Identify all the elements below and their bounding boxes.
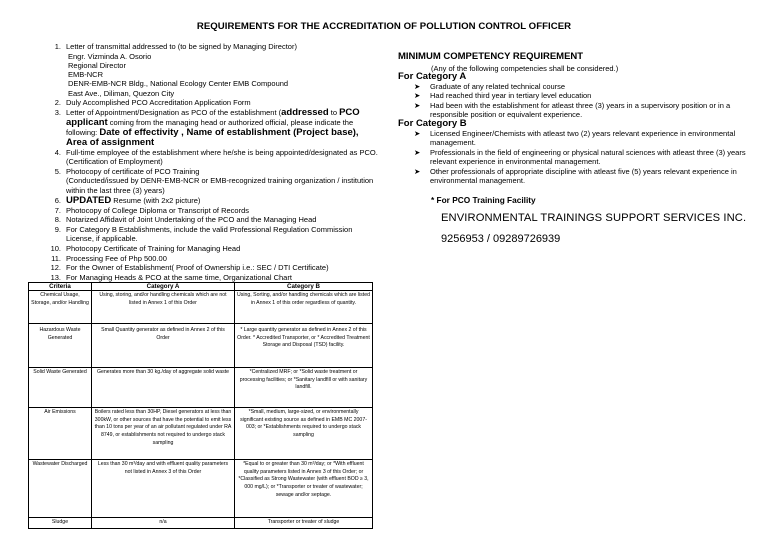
arrow-bullet-icon: ➤	[414, 100, 421, 110]
category-a-heading: For Category A	[398, 71, 467, 82]
table-header-row	[29, 283, 373, 291]
criteria-cell: Sludge	[29, 518, 92, 529]
category-a-cell: Less than 30 m³/day and with effluent quality parameters not listed in Annex 3 of this Order	[92, 460, 235, 518]
competency-title: MINIMUM COMPETENCY REQUIREMENT	[398, 51, 584, 62]
category-b-heading: For Category B	[398, 118, 467, 129]
arrow-bullet-icon: ➤	[414, 91, 421, 101]
column-header: Category A	[92, 283, 235, 291]
requirement-item: 13. For Managing Heads & PCO at the same time, Organizational Chart	[50, 272, 292, 282]
column-header: Category B	[235, 283, 373, 291]
category-a-cell: Small Quantity generator as defined in Annex 2 of this Order	[92, 324, 235, 368]
list-item: ➤ Had been with the establishment for atleast three (3) years in a supervisory position or in a responsible position or equivalent experience.	[414, 100, 731, 120]
requirement-item: 11. Processing Fee of Php 500.00	[51, 253, 167, 263]
category-b-cell: *Equal to or greater than 30 m³/day; or *With effluent quality parameters listed in Annex 3 of this Order; or *Classified as Strong Wastewater (with effluent BOD ≥ 3, 000 mg/L); or *Transporter or treater of wastewater; sewage and/or septage.	[235, 460, 373, 518]
contact-numbers: 9256953 / 09289726939	[441, 233, 561, 245]
requirement-item: 1. Letter of transmittal addressed to (to be signed by Managing Director) Engr. Vizminda A. Osorio Regional Director EMB-NCR DENR-EMB-NCR Bldg., National Ecology Center EMB Compound East Ave., Diliman, Quezon City	[39, 42, 379, 98]
criteria-cell: Hazardous Waste Generated	[29, 324, 92, 368]
requirement-item: 5. Photocopy of certificate of PCO Training (Conducted/issued by DENR-EMB-NCR or EMB-recognized training organization / institution within the last three (3) years)	[54, 166, 374, 196]
category-a-list	[414, 82, 759, 120]
category-b-cell: *Centralized MRF; or *Solid waste treatment or processing facilities; or *Sanitary landfill or with sanitary landfill.	[235, 368, 373, 408]
list-item: ➤ Licensed Engineer/Chemists with atleast two (2) years relevant experience in environmental management.	[414, 129, 736, 148]
category-a-cell: n/a	[92, 518, 235, 529]
arrow-bullet-icon: ➤	[414, 166, 421, 176]
table-row	[29, 408, 373, 460]
requirement-item: 4. Full-time employee of the establishment where he/she is being appointed/designated as PCO. (Certification of Employment)	[54, 147, 378, 167]
training-organization: ENVIRONMENTAL TRAININGS SUPPORT SERVICES INC.	[441, 212, 747, 224]
category-a-cell: Using, storing, and/or handling chemicals which are not listed in Annex 1 of this Order	[92, 291, 235, 324]
requirement-item: 8. Notarized Affidavit of Joint Undertaking of the PCO and the Managing Head	[54, 215, 317, 225]
column-header: Criteria	[29, 283, 92, 291]
category-a-cell: Boilers rated less than 30HP, Diesel generators at less than 300kW, or other sources that have the potential to emit less than 10 tons per year of an air pollutant regulated under RA 8749, or establishments not required to undergo stack sampling	[92, 408, 235, 460]
addressee-block: Engr. Vizminda A. Osorio Regional Director EMB-NCR DENR-EMB-NCR Bldg., National Ecology Center EMB Compound East Ave., Diliman, Quezon City	[68, 51, 289, 98]
table-row	[29, 368, 373, 408]
category-b-cell: Transporter or treater of sludge	[235, 518, 373, 529]
requirement-item: 9. For Category B Establishments, include the valid Professional Regulation Commission License, if applicable.	[54, 224, 353, 244]
requirement-item: 10. Photocopy Certificate of Training for Managing Head	[50, 244, 241, 254]
category-a-cell: Generates more than 30 kg./day of aggregate solid waste	[92, 368, 235, 408]
document-title: REQUIREMENTS FOR THE ACCREDITATION OF POLLUTION CONTROL OFFICER	[196, 21, 572, 32]
criteria-cell: Chemical Usage, Storage, and/or Handling	[29, 291, 92, 324]
list-item: ➤ Other professionals of appropriate discipline with atleast five (5) years relevant experience in environmental management.	[414, 166, 737, 186]
requirement-item: 7. Photocopy of College Diploma or Transcript of Records	[54, 205, 250, 215]
category-b-cell: Using, Sorting, and/or handling chemicals which are listed in Annex 1 of this order regardless of quantity.	[235, 291, 373, 324]
criteria-cell: Wastewater Discharged	[29, 460, 92, 518]
criteria-cell: Air Emissions	[29, 408, 92, 460]
table-row	[29, 291, 373, 324]
competency-note: (Any of the following competencies shall be considered.)	[431, 64, 619, 73]
table-row	[29, 324, 373, 368]
arrow-bullet-icon: ➤	[414, 82, 421, 91]
requirements-list	[39, 42, 379, 282]
criteria-table	[28, 282, 373, 529]
table-row	[29, 460, 373, 518]
requirement-item: 2. Duly Accomplished PCO Accreditation Application Form	[54, 98, 251, 108]
requirement-item: 6. UPDATED Resume (with 2x2 picture)	[54, 194, 201, 206]
requirement-item: 12. For the Owner of Establishment( Proof of Ownership i.e.: SEC / DTI Certificate)	[50, 263, 329, 273]
list-item: ➤ Professionals in the field of engineering or physical natural sciences with atleast three (3) years relevant experience in environmental management.	[414, 147, 746, 167]
list-item: ➤ Graduate of any related technical course	[414, 82, 566, 91]
table-row	[29, 518, 373, 529]
requirement-item: 3. Letter of Appointment/Designation as PCO of the establishment (addressed to PCO applicant coming from the managing head or authorized official, please indicate the following: Date of effectivity , Name of establishment (Project base), Area of assignment	[54, 106, 360, 148]
category-b-cell: *Small, medium, large-sized, or environmentally significant existing source as defined in EMB MC 2007-003; or *Establishments required to undergo stack sampling	[235, 408, 373, 460]
category-b-cell: * Large quantity generator as defined in Annex 2 of this Order. * Accredited Transporter, or * Accredited Treatment Storage and Disposal (TSD) facility.	[235, 324, 373, 368]
criteria-cell: Solid Waste Generated	[29, 368, 92, 408]
arrow-bullet-icon: ➤	[414, 147, 421, 157]
list-item: ➤ Had reached third year in tertiary level education	[414, 91, 592, 101]
category-b-list	[414, 129, 759, 185]
arrow-bullet-icon: ➤	[414, 129, 421, 138]
training-facility-note: * For PCO Training Facility	[431, 195, 536, 205]
